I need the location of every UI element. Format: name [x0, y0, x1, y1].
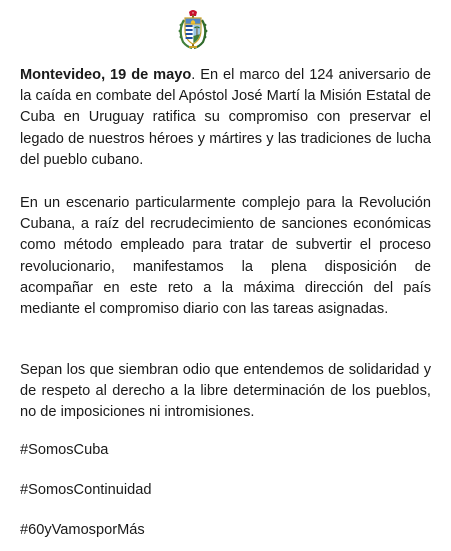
paragraph-lead: Montevideo, 19 de mayo: [20, 67, 192, 83]
paragraph-context: En un escenario particularmente complejo para la Revolución Cubana, a raíz del recrudecimiento de sanciones económicas como método empleado para tratar de subvertir el proceso revolucionario, manifestamos la plena disposición de acompañar en este reto a la máxima dirección del país mediante el compromiso diario con las tareas asignadas.: [20, 195, 431, 318]
cuban-coat-of-arms-icon: [175, 8, 211, 52]
paragraph-closing: Sepan los que siembran odio que entendemos de solidaridad y de respeto al derecho a la libre determinación de los pueblos, no de imposiciones ni intromisiones.: [20, 362, 431, 421]
hashtag-60yvamospormas[interactable]: #60yVamosporMás: [20, 522, 145, 538]
paragraph-text: . En el marco del 124 aniversario de la caída en combate del Apóstol José Martí la Misión Estatal de Cuba en Uruguay ratifica su compromiso con preservar el legado de nuestros héroes y mártires y las tradiciones de lucha del pueblo cubano.: [20, 67, 431, 168]
paragraph-intro: [20, 65, 431, 171]
hashtag-somoscontinuidad[interactable]: #SomosContinuidad: [20, 482, 152, 498]
hashtag-somoscuba[interactable]: #SomosCuba: [20, 442, 109, 458]
